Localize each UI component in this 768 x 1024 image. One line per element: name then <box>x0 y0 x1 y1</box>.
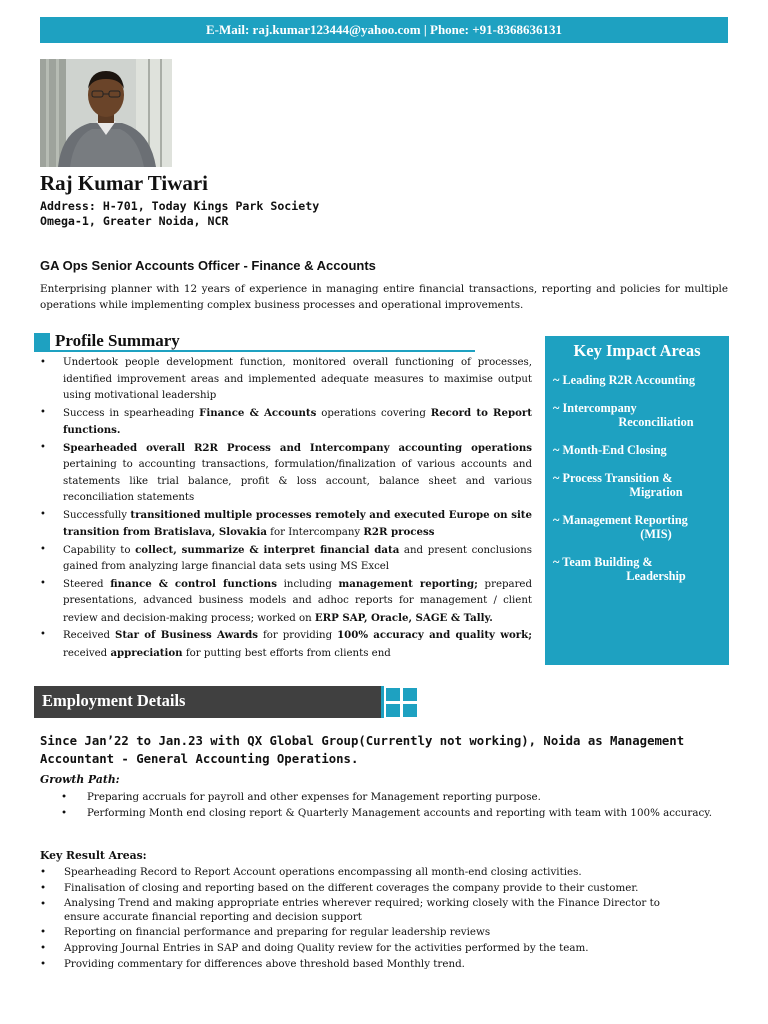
growth-path-label: Growth Path: <box>40 773 120 786</box>
list-item: • Undertook people development function, monitored overall functioning of processes, identified improvement areas and implemented adequate measures to maximise output using motivational leadership <box>40 355 532 405</box>
list-item: • Successfully transitioned multiple processes remotely and executed Europe on site transition from Bratislava, Slovakia for Intercompany R2R process <box>40 507 532 542</box>
contact-text: E-Mail: raj.kumar123444@yahoo.com | Phone: +91-8368636131 <box>205 22 562 37</box>
list-item: • Providing commentary for differences above threshold based Monthly trend. <box>40 956 705 972</box>
list-item: • Analysing Trend and making appropriate entries wherever required; working closely with the Finance Director to ensure accurate financial reporting and decision support <box>40 896 705 924</box>
key-impact-panel <box>545 336 729 665</box>
candidate-name: Raj Kumar Tiwari <box>40 171 209 195</box>
employment-heading-bar <box>34 686 384 718</box>
list-item: • Steered finance & control functions including management reporting; prepared presentations, advanced business models and adhoc reports for management / client review and decision-making process; worked on ERP SAP, Oracle, SAGE & Tally. <box>40 576 532 628</box>
address-line-2: Omega-1, Greater Noida, NCR <box>40 214 229 228</box>
heading-accent <box>381 686 384 718</box>
address-line-1: Address: H-701, Today Kings Park Society <box>40 199 320 213</box>
kra-list <box>40 864 705 972</box>
key-impact-list <box>545 373 729 583</box>
profile-summary-list <box>40 355 532 662</box>
contact-bar <box>40 17 728 43</box>
impact-item: ~ Process Transition & Migration <box>553 471 683 499</box>
list-item: • Spearheading Record to Report Account operations encompassing all month-end closing activities. <box>40 864 705 880</box>
list-item: • Spearheaded overall R2R Process and Intercompany accounting operations pertaining to accounting transactions, formulation/finalization of various accounts and statements like trial balance, profit & loss account, balance sheet and various reconciliation statements <box>40 440 532 507</box>
employment-heading: Employment Details <box>42 691 186 710</box>
list-item: • Approving Journal Entries in SAP and doing Quality review for the activities performed by the team. <box>40 940 705 956</box>
list-item: • Capability to collect, summarize & interpret financial data and present conclusions gained from analyzing large financial data sets using MS Excel <box>40 542 532 576</box>
list-item: • Preparing accruals for payroll and other expenses for Management reporting purpose. <box>61 790 723 805</box>
growth-path-list <box>61 790 723 821</box>
list-item: • Reporting on financial performance and preparing for regular leadership reviews <box>40 924 705 940</box>
impact-item: ~ Management Reporting (MIS) <box>553 513 688 541</box>
section-marker <box>34 333 50 350</box>
impact-item: ~ Intercompany Reconciliation <box>553 401 694 429</box>
profile-summary-heading: Profile Summary <box>55 331 180 350</box>
job-title: Since Jan’22 to Jan.23 with QX Global Group(Currently not working), Noida as Management Accountant - General Accounting Operations. <box>40 734 685 766</box>
impact-item: ~ Leading R2R Accounting <box>553 373 696 387</box>
list-item: • Received Star of Business Awards for providing 100% accuracy and quality work; received appreciation for putting best efforts from clients end <box>40 627 532 662</box>
list-item: • Success in spearheading Finance & Accounts operations covering Record to Report functions. <box>40 405 532 440</box>
list-item: • Performing Month end closing report & Quarterly Management accounts and reporting with team with 100% accuracy. <box>61 806 723 821</box>
section-divider <box>34 350 475 352</box>
grid-icon <box>386 688 417 718</box>
headline: GA Ops Senior Accounts Officer - Finance & Accounts <box>40 258 376 273</box>
profile-photo <box>40 59 172 167</box>
impact-item: ~ Team Building & Leadership <box>553 555 686 583</box>
summary-paragraph: Enterprising planner with 12 years of experience in managing entire financial transactions, reporting and policies for multiple operations while implementing complex business processes and operational improvements. <box>40 283 728 311</box>
impact-item: ~ Month-End Closing <box>553 443 667 457</box>
key-impact-heading: Key Impact Areas <box>573 341 701 360</box>
address <box>40 199 319 229</box>
kra-label: Key Result Areas: <box>40 849 147 862</box>
list-item: • Finalisation of closing and reporting based on the different coverages the company provide to their customer. <box>40 880 705 896</box>
